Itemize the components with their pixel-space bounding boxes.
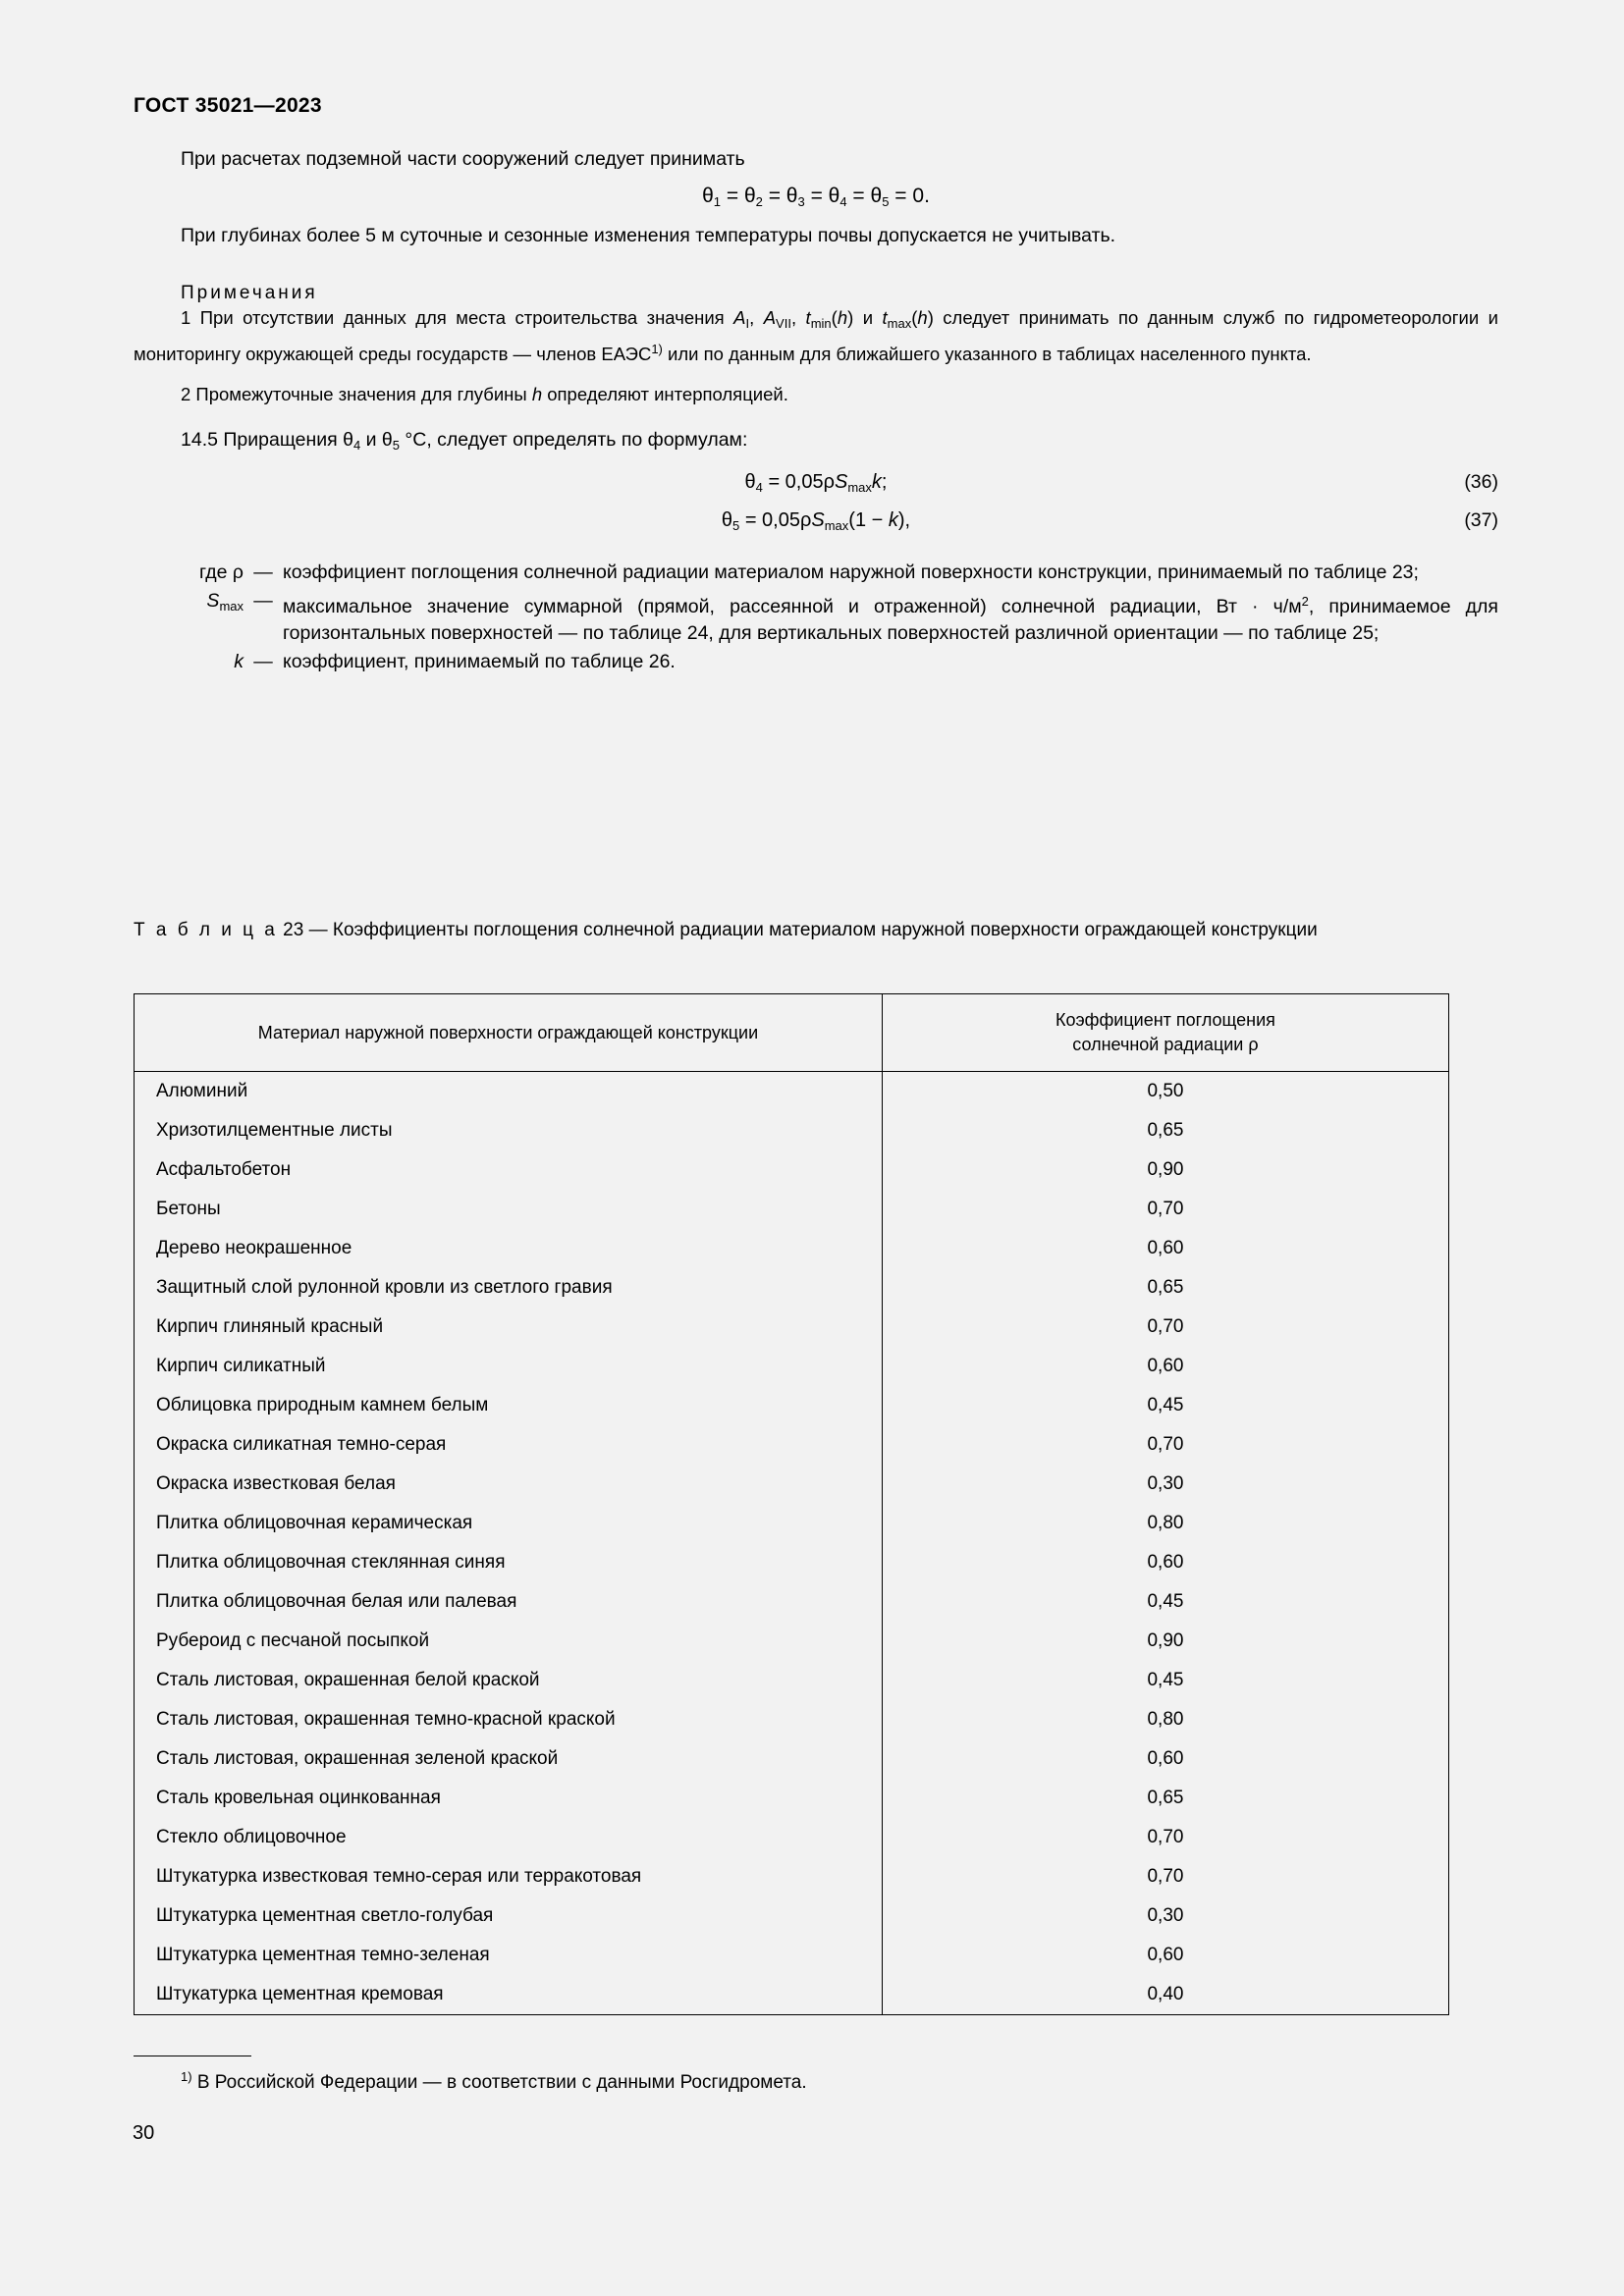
cell-coefficient: 0,80 <box>882 1504 1448 1543</box>
table-row <box>135 1582 1449 1622</box>
cell-material: Кирпич силикатный <box>135 1347 883 1386</box>
cell-material: Сталь листовая, окрашенная зеленой краской <box>135 1739 883 1779</box>
cell-material: Окраска силикатная темно-серая <box>135 1425 883 1465</box>
table-row <box>135 1543 1449 1582</box>
cell-coefficient: 0,70 <box>882 1818 1448 1857</box>
table-row <box>135 1111 1449 1150</box>
definition-desc-k: коэффициент, принимаемый по таблице 26. <box>283 651 676 672</box>
cell-coefficient: 0,60 <box>882 1936 1448 1975</box>
definition-term-smax: $S_{max}$ <box>206 590 244 614</box>
table-caption-word: Т а б л и ц а <box>134 920 278 940</box>
cell-coefficient: 0,30 <box>882 1896 1448 1936</box>
table-row <box>135 1465 1449 1504</box>
cell-material: Плитка облицовочная керамическая <box>135 1504 883 1543</box>
definition-dash: — <box>253 561 273 583</box>
definition-desc-smax: максимальное значение суммарной (прямой, рассеянной и отраженной) солнечной радиации, Вт · $ч/м^2$, принимаемое для горизонтальных поверхностей — по таблице 24, для вертикальных поверхностей различной ориентации — по таблице 25; <box>283 594 1498 644</box>
table-row <box>135 1308 1449 1347</box>
definition-dash: — <box>253 651 273 672</box>
table-row <box>135 1739 1449 1779</box>
cell-coefficient: 0,70 <box>882 1857 1448 1896</box>
column-header-material: Материал наружной поверхности ограждающей конструкции <box>135 994 883 1072</box>
definition-row-k <box>134 649 1498 675</box>
table-header-row <box>135 994 1449 1072</box>
table-header <box>135 994 1449 1072</box>
table-row <box>135 1857 1449 1896</box>
cell-material: Дерево неокрашенное <box>135 1229 883 1268</box>
cell-material: Штукатурка известковая темно-серая или терракотовая <box>135 1857 883 1896</box>
page-number: 30 <box>133 2122 155 2144</box>
cell-coefficient: 0,40 <box>882 1975 1448 2015</box>
table-row <box>135 1425 1449 1465</box>
footnote-marker: 1) <box>181 2069 192 2084</box>
table-23-caption <box>134 917 1498 943</box>
cell-coefficient: 0,60 <box>882 1739 1448 1779</box>
definition-desc-rho: коэффициент поглощения солнечной радиации материалом наружной поверхности конструкции, принимаемый по таблице 23; <box>283 561 1419 583</box>
table-caption-text: — Коэффициенты поглощения солнечной радиации материалом наружной поверхности ограждающей конструкции <box>308 920 1318 940</box>
table-row <box>135 1779 1449 1818</box>
cell-coefficient: 0,50 <box>882 1072 1448 1112</box>
table-row <box>135 1975 1449 2015</box>
table-23 <box>134 993 1449 2015</box>
cell-coefficient: 0,90 <box>882 1150 1448 1190</box>
definition-row-rho <box>134 560 1498 586</box>
cell-material: Хризотилцементные листы <box>135 1111 883 1150</box>
cell-material: Штукатурка цементная светло-голубая <box>135 1896 883 1936</box>
table-caption-number: 23 <box>283 920 304 940</box>
cell-coefficient: 0,65 <box>882 1779 1448 1818</box>
cell-coefficient: 0,45 <box>882 1582 1448 1622</box>
table-row <box>135 1072 1449 1112</box>
note-1: 1 При отсутствии данных для места строительства значения $A_I$, $A_{VII}$, $t_{min}(h)$ и $t_{max}(h)$ следует принимать по данным служб по гидрометеорологии и мониторингу окружающей среды государств — членов ЕАЭС$^{1)}$ или по данным для ближайшего указанного в таблицах населенного пункта. <box>134 307 1498 364</box>
cell-coefficient: 0,90 <box>882 1622 1448 1661</box>
clause-14-5: 14.5 Приращения $\theta_4$ и $\theta_5$ °С, следует определять по формулам: <box>181 429 748 453</box>
table-row <box>135 1268 1449 1308</box>
cell-material: Сталь листовая, окрашенная темно-красной краской <box>135 1700 883 1739</box>
cell-coefficient: 0,65 <box>882 1111 1448 1150</box>
cell-coefficient: 0,60 <box>882 1229 1448 1268</box>
cell-coefficient: 0,60 <box>882 1347 1448 1386</box>
definition-term-k: k <box>234 651 244 672</box>
cell-material: Штукатурка цементная кремовая <box>135 1975 883 2015</box>
notes-heading-label: Примечания <box>181 283 318 303</box>
cell-coefficient: 0,65 <box>882 1268 1448 1308</box>
formula-37 <box>134 509 1498 533</box>
table-row <box>135 1700 1449 1739</box>
page-content <box>134 0 1498 2296</box>
cell-coefficient: 0,80 <box>882 1700 1448 1739</box>
cell-material: Сталь кровельная оцинкованная <box>135 1779 883 1818</box>
definition-dash: — <box>253 590 273 612</box>
cell-material: Стекло облицовочное <box>135 1818 883 1857</box>
formula-theta-zero: $\theta_1 = \theta_2 = \theta_3 = \theta_4 = \theta_5 = 0$. <box>702 185 930 209</box>
cell-material: Бетоны <box>135 1190 883 1229</box>
cell-material: Штукатурка цементная темно-зеленая <box>135 1936 883 1975</box>
cell-coefficient: 0,70 <box>882 1308 1448 1347</box>
document-standard-code: ГОСТ 35021—2023 <box>134 94 322 117</box>
notes-heading <box>181 279 1498 307</box>
cell-material: Кирпич глиняный красный <box>135 1308 883 1347</box>
cell-material: Алюминий <box>135 1072 883 1112</box>
symbol-definitions <box>134 560 1498 675</box>
cell-coefficient: 0,45 <box>882 1661 1448 1700</box>
table-row <box>135 1936 1449 1975</box>
footnote-text: В Российской Федерации — в соответствии с данными Росгидромета. <box>196 2072 807 2093</box>
paragraph-depth-more-5m: При глубинах более 5 м суточные и сезонные изменения температуры почвы допускается не учитывать. <box>181 225 1116 246</box>
table-body <box>135 1072 1449 2015</box>
table-row <box>135 1504 1449 1543</box>
table-row <box>135 1190 1449 1229</box>
cell-material: Плитка облицовочная белая или палевая <box>135 1582 883 1622</box>
cell-material: Плитка облицовочная стеклянная синяя <box>135 1543 883 1582</box>
table-row <box>135 1896 1449 1936</box>
formula-36-body: $\theta_4 = 0,05\rho S_{max}k$; <box>744 471 888 495</box>
formula-37-number: (37) <box>1464 509 1498 531</box>
note-2: 2 Промежуточные значения для глубины h определяют интерполяцией. <box>181 384 788 404</box>
table-row <box>135 1347 1449 1386</box>
table-row <box>135 1661 1449 1700</box>
cell-coefficient: 0,60 <box>882 1543 1448 1582</box>
table-row <box>135 1150 1449 1190</box>
cell-coefficient: 0,70 <box>882 1190 1448 1229</box>
formula-36 <box>134 471 1498 495</box>
cell-material: Защитный слой рулонной кровли из светлого гравия <box>135 1268 883 1308</box>
definition-term-rho: где ρ <box>199 561 244 583</box>
formula-37-body: $\theta_5 = 0,05\rho S_{max}(1 - k)$, <box>721 509 911 533</box>
cell-coefficient: 0,45 <box>882 1386 1448 1425</box>
table-row <box>135 1386 1449 1425</box>
table-row <box>135 1622 1449 1661</box>
footnote-1 <box>134 2069 1498 2094</box>
cell-material: Облицовка природным камнем белым <box>135 1386 883 1425</box>
cell-material: Сталь листовая, окрашенная белой краской <box>135 1661 883 1700</box>
table-row <box>135 1818 1449 1857</box>
paragraph-underground-part: При расчетах подземной части сооружений следует принимать <box>181 148 745 170</box>
cell-material: Окраска известковая белая <box>135 1465 883 1504</box>
table-row <box>135 1229 1449 1268</box>
formula-36-number: (36) <box>1464 471 1498 493</box>
cell-coefficient: 0,30 <box>882 1465 1448 1504</box>
cell-coefficient: 0,70 <box>882 1425 1448 1465</box>
cell-material: Рубероид с песчаной посыпкой <box>135 1622 883 1661</box>
column-header-coefficient: Коэффициент поглощения солнечной радиации ρ <box>882 994 1448 1072</box>
cell-material: Асфальтобетон <box>135 1150 883 1190</box>
definition-row-smax <box>134 588 1498 647</box>
